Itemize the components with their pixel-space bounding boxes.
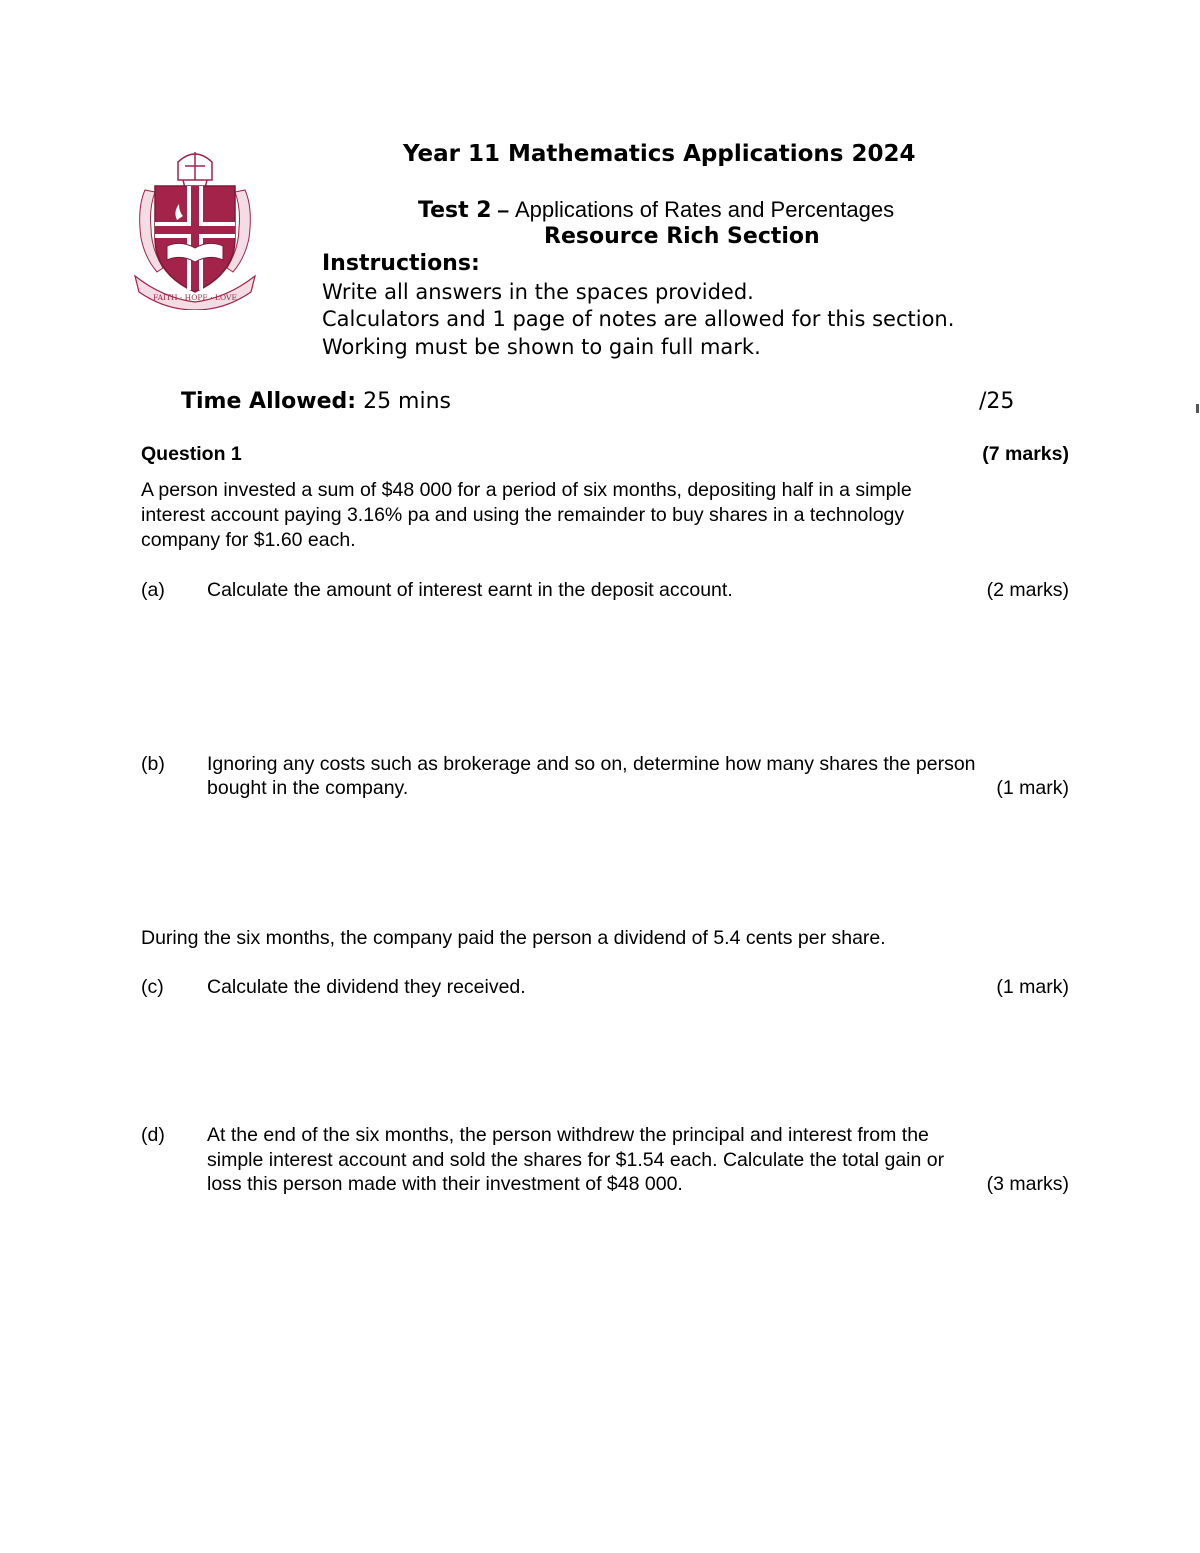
part-b-marks: (1 mark) <box>996 777 1069 799</box>
question-heading: Question 1 <box>141 443 242 465</box>
part-b-text: bought in the company. <box>207 777 409 799</box>
test-heading <box>418 197 894 223</box>
part-a-marks: (2 marks) <box>986 579 1069 601</box>
part-a-text: Calculate the amount of interest earnt in the deposit account. <box>207 579 733 601</box>
page-title: Year 11 Mathematics Applications 2024 <box>403 141 916 167</box>
instruction-line: Working must be shown to gain full mark. <box>322 335 761 359</box>
question-stem-line: interest account paying 3.16% pa and using the remainder to buy shares in a technology <box>141 504 905 526</box>
part-a-label: (a) <box>141 579 165 601</box>
instruction-line: Calculators and 1 page of notes are allowed for this section. <box>322 307 955 331</box>
test-dash: – <box>491 199 515 222</box>
school-crest-logo <box>133 148 257 310</box>
dividend-note: During the six months, the company paid the person a dividend of 5.4 cents per share. <box>141 927 886 949</box>
part-d-text: simple interest account and sold the shares for $1.54 each. Calculate the total gain or <box>207 1149 945 1171</box>
part-d-text: loss this person made with their investment of $48 000. <box>207 1173 683 1195</box>
part-b-label: (b) <box>141 753 165 775</box>
part-d-label: (d) <box>141 1124 165 1146</box>
question-stem-line: company for $1.60 each. <box>141 529 356 551</box>
time-value: 25 mins <box>356 389 452 414</box>
edge-marker <box>1196 404 1199 413</box>
test-label: Test 2 <box>418 198 492 223</box>
part-d-marks: (3 marks) <box>986 1173 1069 1195</box>
test-topic: Applications of Rates and Percentages <box>514 197 895 222</box>
total-marks: /25 <box>979 389 1015 414</box>
question-marks: (7 marks) <box>982 443 1069 465</box>
part-d-text: At the end of the six months, the person withdrew the principal and interest from the <box>207 1124 929 1146</box>
instructions-heading: Instructions: <box>322 251 480 276</box>
crest-motto: FAITH · HOPE · LOVE <box>153 293 237 302</box>
time-allowed <box>181 389 451 414</box>
part-b-text: Ignoring any costs such as brokerage and so on, determine how many shares the person <box>207 753 976 775</box>
question-stem-line: A person invested a sum of $48 000 for a period of six months, depositing half in a simple <box>141 479 912 501</box>
part-c-label: (c) <box>141 976 164 998</box>
section-title: Resource Rich Section <box>544 224 820 249</box>
part-c-marks: (1 mark) <box>996 976 1069 998</box>
time-label: Time Allowed: <box>181 389 357 414</box>
part-c-text: Calculate the dividend they received. <box>207 976 526 998</box>
instruction-line: Write all answers in the spaces provided. <box>322 280 754 304</box>
